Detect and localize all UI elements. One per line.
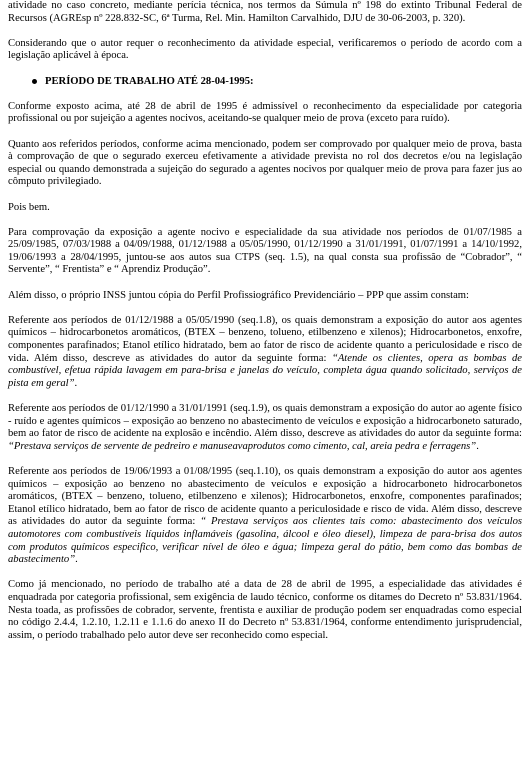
paragraph-ppp: Além disso, o próprio INSS juntou cópia do Perfil Profissiográfico Previdenciário – PPP que assim constam:: [8, 289, 469, 301]
paragraph-comprovacao: Para comprovação da exposição a agente nocivo e especialidade da sua atividade nos períodos de 01/07/1985 a 25/09/1985, 07/03/1988 a 04/09/1988, 01/12/1988 a 05/05/1990, 01/12/1990 a 31/01/1991, 01/07/1991 a 14/10/1992, 19/06/1993 a 28/04/1995, juntou-se aos autos sua CTPS (seq. 1.5), na qual consta sua profissão de “Cobrador”, “ Servente”, “ Frentista” e “ Aprendiz Produção”.: [8, 226, 522, 276]
section-heading-text: PERÍODO DE TRABALHO ATÉ 28-04-1995:: [45, 75, 254, 87]
period-1988-end: .: [74, 377, 78, 389]
period-1988-quote: “Atende os clientes, opera as bombas de combustível, efetua rápida lavagem em para-brisa e janelas do veículo, completa água quando solicitado, serviços de pista em geral”: [8, 352, 522, 389]
period-1993-quote: “ Prestava serviços aos clientes tais como: abastecimento dos veículos automotores com combustíveis líquidos inflamáveis (gasolina, álcool e óleo diesel), limpeza de para-brisa dos autos com produtos químicos especifico, verificar nível de óleo e água; limpeza geral do pátio, bem como das bombas de abastecimento”: [8, 516, 522, 566]
section-heading: [8, 76, 522, 89]
paragraph-periodo-1993: [8, 466, 522, 567]
paragraph-pois-bem: Pois bem.: [8, 201, 50, 213]
period-1988-text: Referente aos períodos de 01/12/1988 a 05/05/1990 (seq.1.8), os quais demonstram a exposição do autor aos agentes químicos – hidrocarbonetos aromáticos, (BTEX – benzeno, tolueno, etilbenzeno e xilenos); Hidrocarbonetos, enxofre, componentes parafinados; Etanol etílico hidratado, bem ao fator de risco de acidente quanto a periculosidade e risco de vida. Além disso, descreve as atividades do autor da seguinte forma:: [8, 314, 522, 364]
paragraph-conclusao: Como já mencionado, no período de trabalho até a data de 28 de abril de 1995, a especialidade das atividades é enquadrada por categoria profissional, sem exigência de laudo técnico, conforme os ditames do Decreto nº 53.831/1964. Nesta toada, as profissões de cobrador, servente, frentista e auxiliar de produção podem ser enquadradas como especial no código 2.4.4, 1.2.10, 1.2.11 e 1.1.6 do anexo II do Decreto nº 53.831/1964, conforme entendimento jurisprudencial, assim, o período trabalhado pelo autor deve ser reconhecido como especial.: [8, 579, 522, 641]
paragraph-considerando: Considerando que o autor requer o reconhecimento da atividade especial, verificaremos o período de acordo com a legislação aplicável à época.: [8, 37, 522, 62]
period-1993-text: Referente aos períodos de 19/06/1993 a 01/08/1995 (seq.1.10), os quais demonstram a exposição do autor aos agentes químicos – exposição ao benzeno no abastecimento de veículos e exposição a hidrocarboneto hidrocarbonetos aromáticos, (BTEX – benzeno, tolueno, etilbenzeno e xilenos); Hidrocarbonetos, enxofre, componentes parafinados; Etanol etílico hidratado, bem ao fator de risco de acidente quanto a periculosidade e risco de vida. Além disso, descreve as atividades do autor da seguinte forma:: [8, 465, 522, 528]
paragraph-sumula: atividade no caso concreto, mediante perícia técnica, nos termos da Súmula nº 198 do extinto Tribunal Federal de Recursos (AGREsp nº 228.832-SC, 6ª Turma, Rel. Min. Hamilton Carvalhido, DJU de 30-06-2003, p. 320).: [8, 0, 522, 24]
bullet-icon: [32, 79, 37, 84]
period-1990-end: .: [476, 440, 479, 452]
period-1990-text: Referente aos períodos de 01/12/1990 a 31/01/1991 (seq.1.9), os quais demonstram a exposição do autor ao agente físico - ruído e agentes químicos – exposição ao benzeno no abastecimento de veículos e exposição a hidrocarboneto saturado, bem ao fator de risco de acidente na explosão e incêndio. Além disso, descreve as atividades do autor da seguinte forma:: [8, 403, 522, 440]
paragraph-periodo-1988: [8, 315, 522, 391]
paragraph-conforme: Conforme exposto acima, até 28 de abril de 1995 é admissível o reconhecimento da especialidade por categoria profissional ou por sujeição a agentes nocivos, aceitando-se qualquer meio de prova (exceto para ruído).: [8, 100, 522, 125]
period-1993-end: .: [75, 554, 78, 566]
paragraph-quanto: Quanto aos referidos períodos, conforme acima mencionado, podem ser comprovado por qualquer meio de prova, basta à comprovação de que o segurado exerceu efetivamente a atividade prevista no rol dos decretos e/ou na legislação especial ou quando demonstrada a sujeição do segurado a agentes nocivos por qualquer meio de prova para fazer jus ao cômputo privilegiado.: [8, 138, 522, 188]
period-1990-quote: “Prestava serviços de servente de pedreiro e manuseavaprodutos como cimento, cal, areia pedra e ferragens”: [8, 440, 477, 452]
paragraph-periodo-1990: [8, 403, 522, 453]
